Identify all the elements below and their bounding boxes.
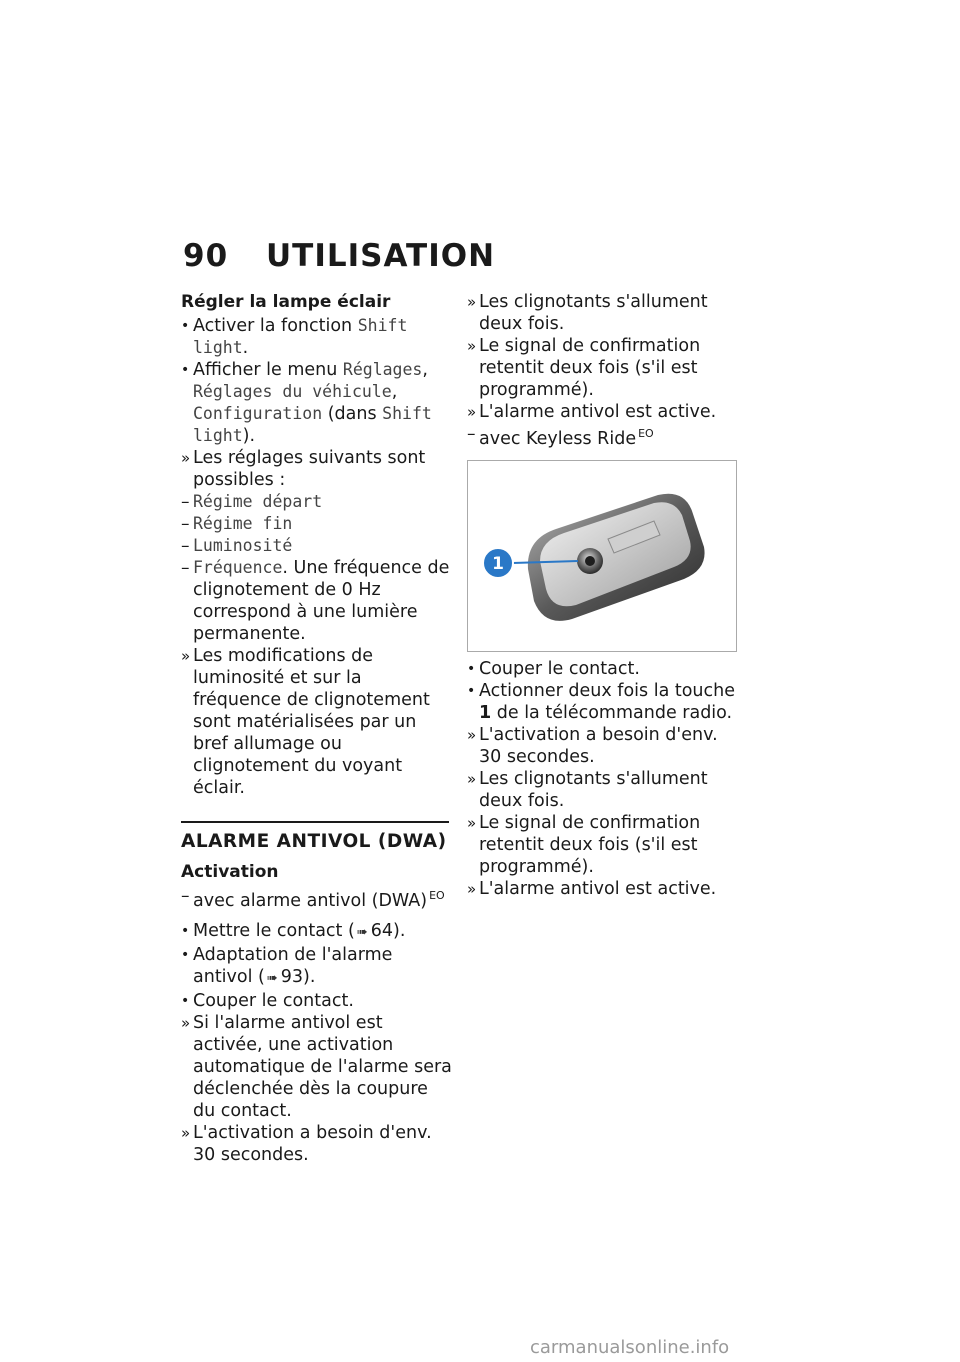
option-item: – Régime départ (181, 492, 323, 512)
page-ref-arrow-icon: ➠ (266, 971, 278, 986)
section-header-title: UTILISATION (266, 238, 496, 274)
menu-code: Shift light (193, 316, 408, 357)
result-arrow-icon: » (467, 293, 477, 311)
condition-item: – avec alarme antivol (DWA) $^{EO}$ (181, 886, 445, 911)
result-item: » L'activation a besoin d'env. 30 secondes. (181, 1123, 432, 1165)
subheading-activation: Activation (181, 862, 279, 882)
result-item: » Les clignotants s'allument deux fois. (467, 292, 708, 334)
bullet-icon: • (181, 362, 190, 378)
result-arrow-icon: » (181, 1124, 191, 1142)
result-arrow-icon: » (467, 814, 477, 832)
subheading-shift-light: Régler la lampe éclair (181, 292, 391, 312)
dash-icon: – (181, 558, 190, 578)
instruction-step: • Adaptation de l'alarme antivol ( ➠ 93). (181, 944, 453, 990)
page-ref[interactable]: 64 (370, 921, 393, 941)
result-item: » Les réglages suivants sont possibles : (181, 448, 426, 490)
key-fob-illustration (468, 461, 736, 651)
result-item: » Le signal de confirmation retentit deux fois (s'il est programmé). (467, 336, 701, 400)
dash-icon: – (181, 492, 190, 512)
result-item: » Si l'alarme antivol est activée, une activation automatique de l'alarme sera déclenchée dès la coupure du contact. (181, 1013, 452, 1121)
fob-button-center-shape (585, 556, 595, 566)
page-ref[interactable]: 93 (280, 967, 304, 987)
result-item: » Le signal de confirmation retentit deux fois (s'il est programmé). (467, 813, 701, 877)
result-arrow-icon: » (467, 726, 477, 744)
section-title-dwa: ALARME ANTIVOL (DWA) (181, 831, 447, 852)
result-arrow-icon: » (467, 770, 477, 788)
result-item: » L'activation a besoin d'env. 30 secondes. (467, 725, 718, 767)
callout-number: 1 (492, 554, 504, 574)
instruction-step: • Activer la fonction Shift light. (181, 316, 408, 358)
instruction-step: • Afficher le menu Réglages, Réglages du véhicule, Configuration (dans Shift light). (181, 360, 432, 446)
dash-icon: – (181, 514, 190, 534)
bullet-icon: • (181, 947, 190, 963)
right-column (467, 291, 739, 900)
bullet-icon: • (467, 683, 476, 699)
instruction-step: • Couper le contact. (181, 991, 354, 1011)
result-arrow-icon: » (467, 880, 477, 898)
menu-code: Réglages (342, 360, 423, 379)
bullet-icon: • (467, 661, 476, 677)
keyless-ride-key-figure (467, 460, 737, 652)
bullet-icon: • (181, 993, 190, 1009)
result-item: » Les modifications de luminosité et sur la fréquence de clignotement sont matérialisées par un bref allumage ou clignotement du voyant éclair. (181, 646, 430, 798)
bullet-icon: • (181, 923, 190, 939)
button-number-ref: 1 (479, 703, 492, 723)
section-divider (181, 821, 449, 823)
result-arrow-icon: » (181, 647, 191, 665)
instruction-step: • Mettre le contact ( ➠ 64). (181, 920, 453, 944)
result-arrow-icon: » (181, 449, 191, 467)
eo-marker: EO (429, 889, 445, 902)
result-item: » L'alarme antivol est active. (467, 879, 717, 899)
result-arrow-icon: » (467, 403, 477, 421)
menu-code: Shift light (193, 404, 432, 445)
instruction-step: • Actionner deux fois la touche 1 de la télécommande radio. (467, 681, 736, 723)
result-arrow-icon: » (467, 337, 477, 355)
left-column (181, 291, 453, 1166)
option-item: – Régime fin (181, 514, 293, 534)
instruction-step: • Couper le contact. (467, 659, 640, 679)
option-item: – Fréquence. Une fréquence de clignotement de 0 Hz correspond à une lumière permanente. (181, 558, 450, 644)
result-item: » Les clignotants s'allument deux fois. (467, 769, 708, 811)
dash-icon: – (181, 886, 190, 906)
page-header (183, 238, 683, 282)
dash-icon: – (181, 536, 190, 556)
dash-icon: – (467, 424, 476, 444)
option-item: – Luminosité (181, 536, 293, 556)
eo-marker: EO (638, 427, 654, 440)
watermark: carmanualsonline.info (530, 1337, 730, 1358)
page-number: 90 (183, 238, 229, 274)
bullet-icon: • (181, 318, 190, 334)
result-item: » L'alarme antivol est active. (467, 402, 717, 422)
page-ref-arrow-icon: ➠ (356, 925, 368, 940)
menu-code: Configuration (193, 404, 323, 423)
result-arrow-icon: » (181, 1014, 191, 1032)
condition-item: – avec Keyless Ride $^{EO}$ (467, 424, 654, 449)
menu-code: Réglages du véhicule (193, 382, 392, 401)
